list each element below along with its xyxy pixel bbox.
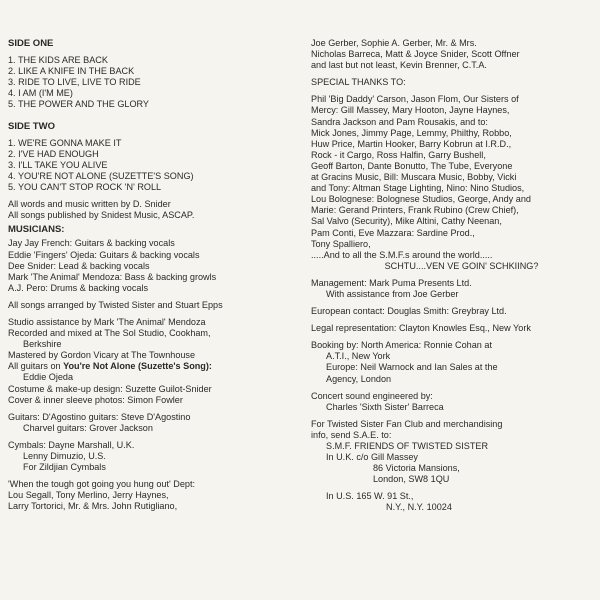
booking-credit: Agency, London — [326, 373, 392, 384]
guitars-on-credit: Eddie Ojeda — [23, 372, 74, 383]
guitars-credit: Guitars: D'Agostino guitars: Steve D'Agostino — [8, 411, 191, 422]
studio-credit: Recorded and mixed at The Sol Studio, Cookham, — [8, 328, 211, 339]
musician-credit: Dee Snider: Lead & backing vocals — [8, 260, 150, 271]
concert-sound-credit: Concert sound engineered by: — [311, 390, 433, 401]
special-thanks-line: .....And to all the S.M.F.s around the world..... — [311, 249, 493, 260]
fan-club-address: In U.S. 165 W. 91 St., — [326, 491, 414, 502]
special-thanks-line: Pam Conti, Eve Mazzara: Sardine Prod., — [311, 227, 475, 238]
track: 3. RIDE TO LIVE, LIVE TO RIDE — [8, 77, 141, 88]
track: 4. YOU'RE NOT ALONE (SUZETTE'S SONG) — [8, 170, 194, 181]
special-thanks-line: and Tony: Altman Stage Lighting, Nino: Nino Studios, — [311, 183, 525, 194]
special-thanks-heading: SPECIAL THANKS TO: — [311, 77, 406, 88]
track: 5. THE POWER AND THE GLORY — [8, 99, 149, 110]
fan-club-address: London, SW8 1QU — [373, 474, 450, 485]
special-thanks-line: Lou Bolognese: Bolognese Studios, George, Andy and — [311, 194, 531, 205]
costume-credit: Costume & make-up design: Suzette Guilot-Snider — [8, 383, 212, 394]
special-thanks-line: Tony Spalliero, — [311, 238, 371, 249]
fan-club-info: For Twisted Sister Fan Club and merchandising — [311, 418, 503, 429]
thanks-dept: 'When the tough got going you hung out' Dept: — [8, 479, 195, 490]
special-thanks-line: Rock - it Cargo, Ross Halfin, Garry Bushell, — [311, 149, 486, 160]
special-thanks-line: at Gracins Music, Bill: Muscara Music, Bobby, Vicki — [311, 172, 517, 183]
side-two-heading: SIDE TWO — [8, 120, 55, 132]
special-thanks-line: Geoff Barton, Dante Bonutto, The Tube, Everyone — [311, 160, 513, 171]
management-credit: Management: Mark Puma Presents Ltd. — [311, 277, 472, 288]
cymbals-credit: For Zildjian Cymbals — [23, 462, 106, 473]
right-column — [311, 0, 597, 514]
musician-credit: Mark 'The Animal' Mendoza: Bass & backing growls — [8, 271, 217, 282]
booking-credit: Booking by: North America: Ronnie Cohan at — [311, 340, 492, 351]
fan-club-name: S.M.F. FRIENDS OF TWISTED SISTER — [326, 441, 489, 451]
management-credit: With assistance from Joe Gerber — [326, 288, 459, 299]
european-contact: European contact: Douglas Smith: Greybray Ltd. — [311, 306, 507, 317]
legal-credit: Legal representation: Clayton Knowles Esq., New York — [311, 323, 531, 334]
track: 5. YOU CAN'T STOP ROCK 'N' ROLL — [8, 182, 162, 193]
special-thanks-line: Marie: Gerand Printers, Frank Rubino (Crew Chief), — [311, 205, 519, 216]
songwriting-credit: All words and music written by D. Snider — [8, 199, 171, 210]
track: 4. I AM (I'M ME) — [8, 88, 73, 99]
special-thanks-line: Mick Jones, Jimmy Page, Lemmy, Philthy, Robbo, — [311, 127, 512, 138]
track: 2. LIKE A KNIFE IN THE BACK — [8, 66, 135, 77]
fan-club-address: In U.K. c/o Gill Massey — [326, 452, 418, 463]
cymbals-credit: Lenny Dimuzio, U.S. — [23, 451, 106, 461]
special-thanks-line: Sal Valvo (Security), Mike Altini, Cathy Neenan, — [311, 216, 502, 227]
publishing-credit: All songs published by Snidest Music, ASCAP. — [8, 210, 195, 221]
guitars-on-credit: All guitars on You're Not Alone (Suzette's Song): — [8, 361, 212, 372]
track: 3. I'LL TAKE YOU ALIVE — [8, 159, 108, 170]
left-column — [8, 0, 300, 512]
guitars-credit: Charvel guitars: Grover Jackson — [23, 422, 153, 433]
cymbals-credit: Cymbals: Dayne Marshall, U.K. — [8, 439, 135, 450]
track: 1. THE KIDS ARE BACK — [8, 55, 108, 66]
fan-club-info: info, send S.A.E. to: — [311, 429, 392, 440]
studio-credit: Berkshire — [23, 339, 62, 350]
thanks-continued: and last but not least, Kevin Brenner, C.T.A. — [311, 60, 487, 71]
thanks-continued: Nicholas Barreca, Matt & Joyce Snider, Scott Offner — [311, 49, 520, 60]
mastering-credit: Mastered by Gordon Vicary at The Townhouse — [8, 350, 196, 361]
studio-credit: Studio assistance by Mark 'The Animal' Mendoza — [8, 316, 206, 327]
musician-credit: Jay Jay French: Guitars & backing vocals — [8, 238, 175, 249]
booking-credit: Europe: Neil Warnock and Ian Sales at the — [326, 362, 498, 373]
booking-credit: A.T.I., New York — [326, 351, 391, 362]
special-thanks-line: Sandra Jackson and Pam Rousakis, and to: — [311, 116, 488, 127]
musician-credit: A.J. Pero: Drums & backing vocals — [8, 282, 148, 293]
special-thanks-line: Phil 'Big Daddy' Carson, Jason Flom, Our Sisters of — [311, 94, 519, 105]
special-thanks-closing: SCHTU....VEN VE GOIN' SCHKIING? — [384, 260, 539, 271]
special-thanks-line: Huw Price, Martin Hooker, Barry Kobrun at I.R.D., — [311, 138, 512, 149]
arrangement-credit: All songs arranged by Twisted Sister and Stuart Epps — [8, 299, 223, 310]
track: 2. I'VE HAD ENOUGH — [8, 148, 99, 159]
musicians-heading: MUSICIANS: — [8, 224, 65, 236]
concert-sound-credit: Charles 'Sixth Sister' Barreca — [326, 401, 444, 412]
musician-credit: Eddie 'Fingers' Ojeda: Guitars & backing vocals — [8, 249, 200, 260]
fan-club-address: N.Y., N.Y. 10024 — [386, 502, 452, 513]
fan-club-address: 86 Victoria Mansions, — [373, 463, 460, 474]
thanks-continued: Joe Gerber, Sophie A. Gerber, Mr. & Mrs. — [311, 38, 477, 48]
thanks-dept: Larry Tortorici, Mr. & Mrs. John Rutigliano, — [8, 501, 178, 512]
thanks-dept: Lou Segall, Tony Merlino, Jerry Haynes, — [8, 490, 169, 501]
side-one-heading: SIDE ONE — [8, 38, 54, 49]
special-thanks-line: Mercy: Gill Massey, Mary Hooton, Jayne Haynes, — [311, 105, 510, 116]
track: 1. WE'RE GONNA MAKE IT — [8, 137, 122, 148]
photo-credit: Cover & inner sleeve photos: Simon Fowler — [8, 394, 183, 405]
